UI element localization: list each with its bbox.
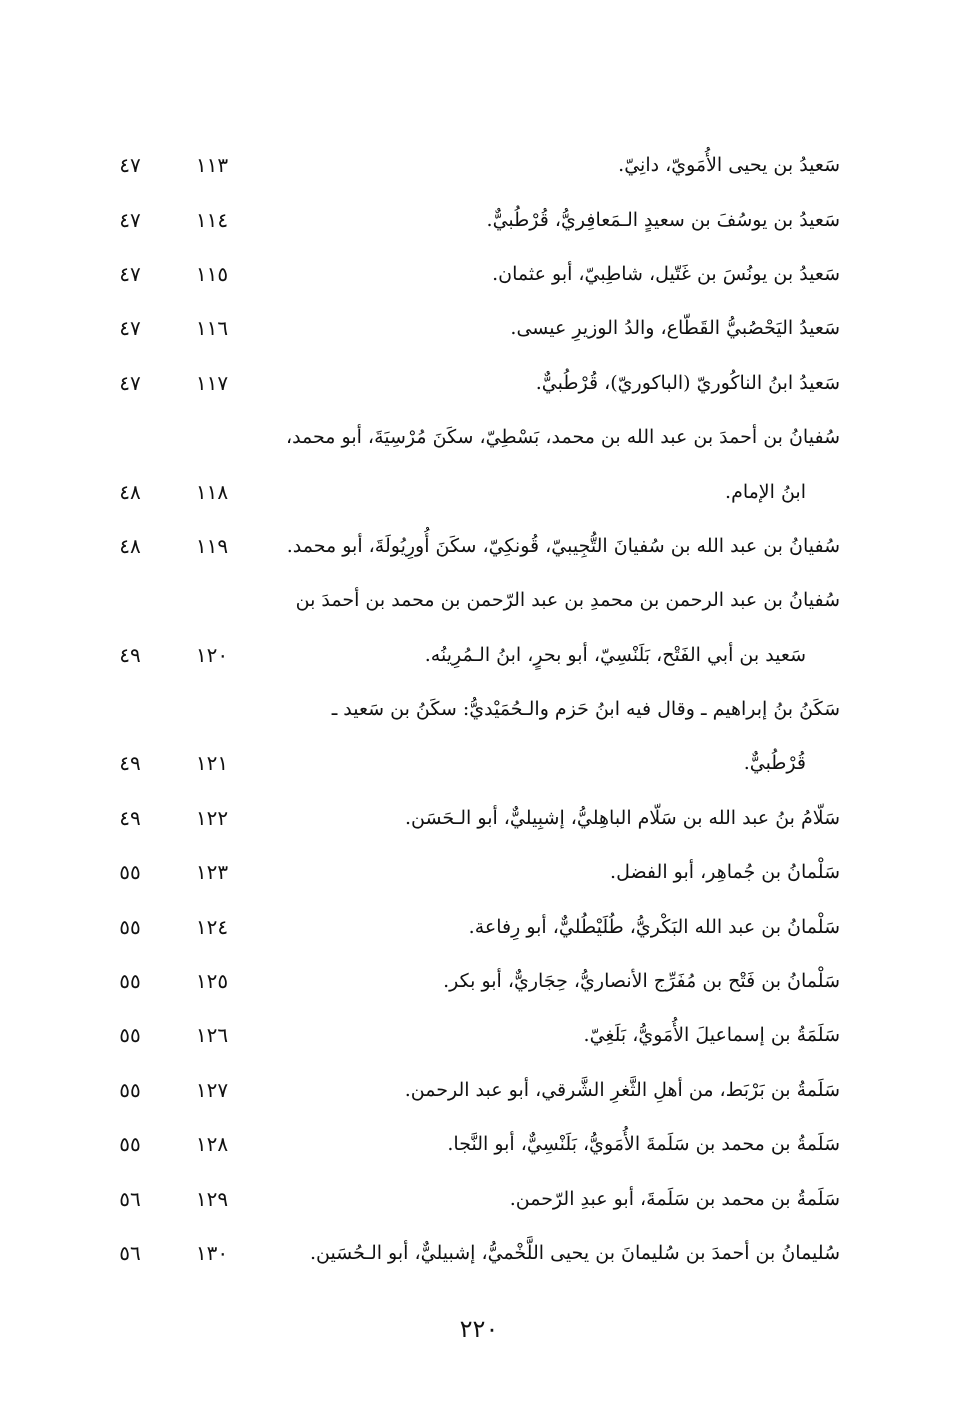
entry-text: ابنُ الإمام. (725, 480, 806, 503)
page-number: ٢٢٠ (459, 1315, 499, 1343)
index-row (100, 301, 840, 355)
entry-text: سَلْمانُ بن فَتْح بن مُفَرِّج الأنصاريُّ، حِجَاريٌّ، أبو بكر. (443, 970, 840, 993)
index-row (100, 573, 840, 627)
index-row (100, 519, 840, 573)
page-ref: ٥٦ (119, 1241, 141, 1265)
entry-text: سَلَمَةُ بن إسماعيلَ الأُمَويُّ، بَلَغِيّ. (583, 1024, 840, 1047)
entry-text: سَلَمةُ بن بَرْبَط، من أهلِ الثَّغرِ الشَّرقي، أبو عبد الرحمن. (404, 1078, 840, 1101)
entry-text: سَعيد بن أبي الفَتْح، بَلَنْسِيّ، أبو بحرٍ، ابنُ الـمُرِينُه. (424, 643, 806, 666)
page-ref: ٥٥ (119, 1077, 141, 1102)
entry-number: ١١٧ (195, 370, 229, 395)
page-ref: ٤٧ (119, 316, 141, 341)
page-ref: ٤٧ (119, 370, 141, 395)
entry-number: ١١٨ (195, 479, 229, 504)
index-row (100, 356, 840, 410)
index-row (100, 1008, 840, 1062)
index-row (100, 1117, 840, 1171)
page-ref: ٥٥ (119, 969, 141, 994)
page-ref (100, 573, 160, 627)
entry-text: سَلَمةُ بن محمد بن سَلَمةَ، أبو عبدِ الرّحمن. (509, 1187, 840, 1210)
entry-number: ١٢٥ (195, 969, 229, 994)
page-ref: ٤٨ (119, 479, 141, 504)
index-table (100, 138, 840, 1280)
entry-text: سَعيدُ بن يونُسَ بن غَتّيل، شاطِبيّ، أبو عثمان. (492, 262, 840, 285)
entry-number: ١١٦ (195, 316, 229, 341)
index-row (100, 845, 840, 899)
entry-number: ١١٩ (195, 533, 229, 558)
entry-text: سَلْمانُ بن عبد الله البَكْريُّ، طُلَيْطُليٌّ، أبو رِفاعة. (468, 915, 840, 938)
entry-text: سُفيانُ بن عبد الرحمن بن محمدِ بن عبد الرّحمن بن محمد بن أحمدَ بن (295, 589, 840, 612)
index-row (100, 138, 840, 192)
page-ref: ٤٩ (119, 805, 141, 830)
entry-text: سَعيدُ بن يحيى الأُمَويّ، دانِيّ. (618, 154, 840, 177)
index-row (100, 954, 840, 1008)
entry-number: ١١٣ (195, 153, 229, 178)
page-ref (100, 410, 160, 464)
page-ref: ٥٥ (119, 860, 141, 885)
entry-number: ١٢٤ (195, 914, 229, 939)
entry-text: سَلّامُ بنُ عبد الله بن سَلّام الباهِليُّ، إشبِيليٌّ، أبو الـحَسَن. (404, 806, 840, 829)
entry-number: ١١٤ (195, 207, 229, 232)
page-ref: ٤٧ (119, 261, 141, 286)
entry-number (182, 410, 242, 464)
index-row (100, 192, 840, 246)
entry-text: سُليمانُ بن أحمدَ بن سُليمانَ بن يحيى اللَّخْميُّ، إشبيليٌّ، أبو الـحُسَين. (309, 1242, 840, 1264)
entry-number: ١٢٨ (195, 1132, 229, 1157)
entry-number: ١٢٩ (195, 1186, 229, 1211)
entry-text: سَلْمانُ بن جُماهِر، أبو الفضل. (610, 861, 840, 884)
entry-number: ١٢٢ (195, 805, 229, 830)
index-row (100, 464, 840, 518)
entry-text: سُفيانُ بن أحمدَ بن عبد الله بن محمد، بَسْطِيّ، سكَنَ مُرْسِيَةَ، أبو محمد، (285, 426, 840, 449)
index-row (100, 791, 840, 845)
entry-number: ١٢١ (195, 751, 229, 776)
entry-text: سَعيدُ ابنُ الناكُوريّ (الباكوريّ)، قُرْطُبيٌّ. (535, 371, 840, 394)
index-row (100, 247, 840, 301)
page-ref: ٤٩ (119, 642, 141, 667)
page-ref: ٥٥ (119, 914, 141, 939)
index-row (100, 899, 840, 953)
index-row (100, 682, 840, 736)
page-ref: ٤٨ (119, 533, 141, 558)
entry-text: سَعيدُ اليَحْصُبيُّ القَطّاع، والدُ الوزيرِ عيسى. (510, 317, 840, 340)
page-ref: ٤٧ (119, 207, 141, 232)
entry-number (182, 682, 242, 736)
entry-text: قُرْطُبيٌّ. (743, 752, 806, 775)
index-row (100, 628, 840, 682)
entry-text: سُفيانُ بن عبد الله بن سُفيانَ التُّجِيبيّ، قُونكِيّ، سكَنَ أُورِيُولَةَ، أبو محمد. (286, 534, 840, 557)
index-row (100, 736, 840, 790)
entry-number: ١٢٠ (195, 642, 229, 667)
entry-text: سَعيدُ بن يوسُفَ بن سعيدٍ الـمَعافِريُّ، قُرْطُبيٌّ. (486, 208, 840, 231)
page-ref: ٤٩ (119, 751, 141, 776)
page-ref: ٥٥ (119, 1132, 141, 1157)
entry-text: سَلَمةُ بن محمد بن سَلَمةَ الأُمَويُّ، بَلَنْسِيٌّ، أبو النَّجا. (447, 1133, 840, 1156)
index-row (100, 1226, 840, 1280)
entry-number: ١٣٠ (195, 1241, 229, 1265)
index-row (100, 410, 840, 464)
page-ref: ٤٧ (119, 153, 141, 178)
entry-number: ١٢٧ (195, 1077, 229, 1102)
entry-number (182, 573, 242, 627)
entry-number: ١٢٣ (195, 860, 229, 885)
index-row (100, 1063, 840, 1117)
index-row (100, 1171, 840, 1225)
entry-number: ١٢٦ (195, 1023, 229, 1048)
page-ref: ٥٥ (119, 1023, 141, 1048)
page-ref: ٥٦ (119, 1186, 141, 1211)
page-ref (100, 682, 160, 736)
entry-text: سَكَنُ بنُ إبراهيم ـ وقال فيه ابنُ حَزم والـحُمَيْديُّ: سكَنُ بن سَعيد ـ (331, 698, 840, 721)
entry-number: ١١٥ (195, 261, 229, 286)
